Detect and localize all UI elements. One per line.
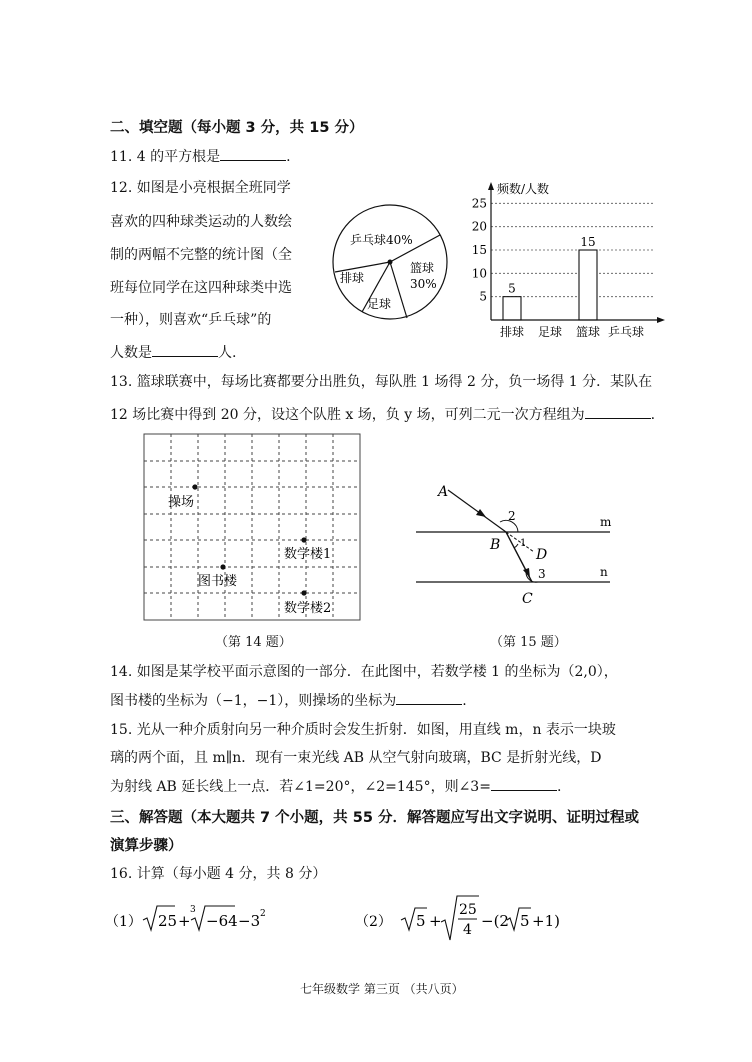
q12-number: 12. — [110, 180, 133, 196]
q13-text-2: 12 场比赛中得到 20 分，设这个队胜 x 场，负 y 场，可列二元一次方程组为 — [110, 407, 585, 423]
bar-category-label: 足球 — [537, 325, 563, 339]
q16-p2-paren-close: +1) — [532, 912, 560, 930]
refraction-figure — [410, 482, 620, 610]
label-D: D — [536, 547, 548, 563]
q15-end: . — [556, 779, 562, 795]
fig14-caption: （第 14 题） — [215, 635, 292, 650]
q11-text: 4 的平方根是 — [136, 149, 221, 165]
q16-text: 计算（每小题 4 分，共 8 分） — [136, 866, 327, 882]
q16-part2-label: （2） — [355, 914, 392, 930]
pie-label-basketball: 篮球 — [410, 261, 435, 275]
bar-category-label: 排球 — [499, 325, 525, 339]
pie-chart — [330, 190, 460, 330]
q16-part2-expression — [355, 892, 575, 946]
q11-end: . — [286, 149, 291, 165]
q16-p1-plus: + — [178, 912, 191, 930]
bar-x-axis-arrow — [657, 317, 665, 323]
q13-number: 13. — [110, 374, 133, 390]
label-angle-2: 2 — [508, 509, 516, 523]
bar-data-label: 15 — [580, 235, 596, 249]
q13-line-2 — [110, 404, 655, 425]
q12-line-2: 喜欢的四种球类运动的人数绘 — [110, 214, 292, 230]
q12-line-5: 一种），则喜欢“乒乓球”的 — [110, 312, 272, 328]
q14-line-1 — [110, 662, 618, 682]
q13-line-1 — [110, 372, 652, 392]
q16-p1-minus-three: −3 — [238, 912, 261, 930]
label-C: C — [522, 591, 533, 607]
q14-answer-blank[interactable] — [396, 690, 462, 705]
q12-text-0: 如图是小亮根据全班同学 — [136, 180, 291, 196]
q12-answer-blank[interactable] — [152, 342, 218, 357]
label-angle-1: 1 — [520, 538, 527, 549]
bar-y-axis-arrow — [488, 182, 494, 190]
map-label-math2: 数学楼2 — [284, 601, 332, 616]
ray-ab-arrow — [476, 509, 486, 517]
q13-end: . — [650, 407, 656, 423]
q12-line-1 — [110, 178, 291, 198]
bar-chart-title: 频数/人数 — [497, 182, 550, 196]
q12-line-4: 班每位同学在这四种球类中选 — [110, 280, 292, 296]
map-grid — [144, 434, 360, 620]
q12-line-3: 制的两幅不完整的统计图（全 — [110, 247, 292, 263]
map-label-math1: 数学楼1 — [284, 547, 332, 562]
bar-y-tick-label: 25 — [471, 196, 487, 211]
q13-text-1: 篮球联赛中，每场比赛都要分出胜负，每队胜 1 场得 2 分，负一场得 1 分．某队在 — [136, 374, 653, 390]
bar-category-label: 篮球 — [575, 325, 601, 339]
pie-label-basketball-pct: 30% — [410, 277, 437, 291]
q16-line — [110, 864, 326, 884]
bar-2 — [579, 250, 597, 320]
bar-y-tick-label: 15 — [471, 243, 487, 257]
q11-number: 11. — [110, 149, 133, 165]
section2-heading: 二、填空题（每小题 3 分，共 15 分） — [110, 120, 364, 136]
q15-answer-blank[interactable] — [491, 776, 557, 791]
bar-categories — [500, 324, 644, 339]
q16-p2-paren-open: −(2 — [481, 912, 509, 930]
q14-end: . — [462, 693, 467, 709]
q12-unit: 人. — [218, 345, 237, 361]
q15-line-1 — [110, 720, 616, 740]
campus-map-figure — [138, 430, 364, 626]
q16-p2-radicand-d: 5 — [520, 912, 530, 930]
bar-category-label: 乒乓球 — [607, 325, 645, 339]
bar-y-tick-label: 20 — [471, 219, 487, 234]
bar-chart — [465, 180, 665, 348]
q12-text-5: 人数是 — [110, 345, 152, 361]
q15-text-3: 为射线 AB 延长线上一点．若∠1=20°，∠2=145°，则∠3= — [110, 779, 491, 795]
bar-y-tick-label: 5 — [479, 289, 487, 304]
q16-p1-radicand-b: −64 — [206, 912, 238, 930]
section3-heading-line1: 三、解答题（本大题共 7 个小题，共 55 分．解答题应写出文字说明、证明过程或 — [110, 810, 639, 826]
map-point-math1 — [301, 537, 306, 542]
fig15-caption: （第 15 题） — [490, 635, 567, 650]
q14-number: 14. — [110, 664, 133, 680]
map-point-playground — [192, 484, 197, 489]
q15-text-1: 光从一种介质射向另一种介质时会发生折射．如图，用直线 m，n 表示一块玻 — [136, 722, 616, 738]
q15-number: 15. — [110, 722, 133, 738]
q16-part1-label: （1） — [105, 914, 142, 930]
q14-line-2 — [110, 690, 467, 711]
pie-divider-2 — [390, 262, 407, 318]
q16-p2-frac-den: 4 — [463, 922, 472, 938]
map-label-playground: 操场 — [168, 495, 195, 510]
map-point-math2 — [301, 590, 306, 595]
q14-text-1: 如图是某学校平面示意图的一部分．在此图中，若数学楼 1 的坐标为（2,0）， — [136, 664, 618, 680]
pie-label-pingpong: 乒乓球40% — [350, 233, 413, 247]
q16-p2-frac-num: 25 — [459, 902, 477, 918]
q16-number: 16. — [110, 866, 133, 882]
bar-0 — [503, 297, 521, 320]
page-footer: 七年级数学 第三页 （共八页） — [300, 982, 464, 996]
q16-part1-expression — [105, 898, 305, 940]
map-label-library: 图书楼 — [198, 574, 238, 589]
q16-p1-radicand-a: 25 — [158, 912, 178, 930]
q14-text-2: 图书楼的坐标为（−1，−1），则操场的坐标为 — [110, 693, 397, 709]
q15-line-3 — [110, 776, 561, 797]
ray-ab — [448, 490, 506, 532]
q12-line-6 — [110, 342, 236, 363]
pie-label-football: 足球 — [367, 297, 392, 311]
label-angle-3: 3 — [538, 567, 546, 581]
pie-center — [388, 260, 393, 265]
label-m: m — [600, 515, 612, 529]
bar-y-ticks — [472, 196, 487, 303]
q11-answer-blank[interactable] — [220, 146, 286, 161]
bar-y-tick-label: 10 — [471, 266, 487, 281]
label-A: A — [438, 484, 449, 500]
pie-label-volleyball: 排球 — [340, 271, 365, 285]
q16-p2-plus: + — [429, 912, 442, 930]
q16-p1-cube-index: 3 — [190, 905, 196, 915]
label-n: n — [600, 565, 608, 579]
q13-answer-blank[interactable] — [585, 404, 651, 419]
map-point-library — [220, 564, 225, 569]
label-B: B — [490, 537, 501, 553]
q16-p1-exponent: 2 — [260, 909, 266, 919]
question-11 — [110, 146, 291, 167]
bar-data-label: 5 — [508, 281, 516, 296]
q16-p2-radicand-a: 5 — [416, 912, 426, 930]
bar-series — [503, 235, 597, 320]
angle-1-arc — [514, 544, 518, 548]
q15-line-2: 璃的两个面，且 m∥n．现有一束光线 AB 从空气射向玻璃，BC 是折射光线，D — [110, 750, 602, 766]
section3-heading-line2: 演算步骤） — [110, 838, 183, 854]
